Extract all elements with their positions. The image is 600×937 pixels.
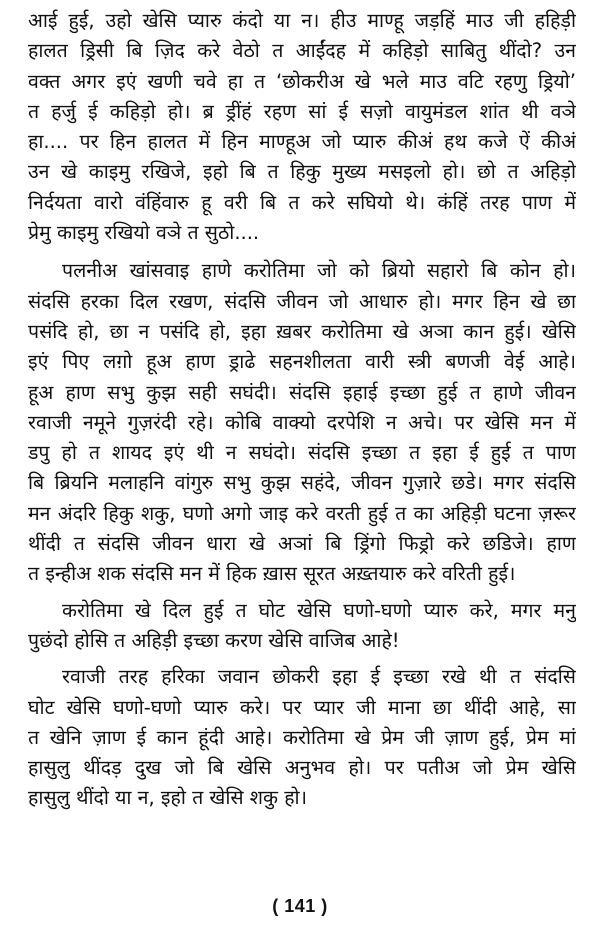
text-line: इएं पिए लग़ो हूअ हाण ड्राढे सहनशीलता वारी स्त्री बणजी वेई आहे। [28,350,576,374]
text-line: हूअ हाण सभु कुझ सही सघंदी। संदसि इहाई इच्छा हुई त हाणे जीवन [28,380,576,404]
text-line: निर्दयता वारो वंहिंवारु हू वरी बि त करे सघियो थे। कंहिं तरह पाण में [28,190,576,214]
paragraph-4 [28,662,576,813]
text-line: पलनीअ खांसवाइ हाणे करोतिमा जो को ब्रियो सहारो बि कोन हो। [62,259,576,283]
text-line: डपु हो त शायद इएं थी न सघंदो। संदसि इच्छा त इहा ई हुई त पाण [28,441,576,465]
text-line: संदसि हरका दिल रखण, संदसि जीवन जो आधारु हो। मगर हिन खे छा [28,289,576,313]
text-line: रवाजी तरह हरिका जवान छोकरी इहा ई इच्छा रखे थी त संदसि [62,665,576,689]
text-line: बि ब्रियनि मलाहनि वांगुरु सभु कुझ सहंदे, जीवन गुज़ारे छडे। मगर संदसि [28,471,576,495]
text-line: हालत ड्रिसी बि ज़िद करे वेठो त आईंदह में कहिड़ो साबितु थींदो? उन [28,39,576,63]
text-line: हासुलु थींदो या न, इहो त खेसि शकु हो। [28,786,308,810]
text-line: थींदी त संदसि जीवन धारा खे अञां बि ड्रिंगो फिड्रो करे छडिजे। हाण [28,532,576,556]
text-line: त खेनि ज़ाण ई कान हूंदी आहे। करोतिमा खे प्रेम जी ज़ाण हुई, प्रेम मां [28,725,576,749]
page-number: ( 141 ) [272,896,328,916]
text-line: त हर्जु ई कहिड़ो हो। ब्र ड्रींहं रहण सां ई सज़ो वायुमंडल शांत थी वञे [28,99,576,123]
document-page [28,6,576,814]
text-line: आई हुई, उहो खेसि प्यारु कंदो या न। हीउ माण्हू जड़हिं माउ जी हहिड़ी [28,9,576,32]
paragraph-2 [28,256,576,589]
text-line: पुछंदो होसि त अहिड़ी इच्छा करण खेसि वाजिब आहे! [28,628,400,652]
text-line: हा.... पर हिन हालत में हिन माण्हूअ जो प्यारु कीअं हथ कजे ऐं कीअं [28,130,576,154]
text-line: प्रेमु काइमु रखियो वञे त सुठो.... [28,221,260,245]
text-line: घोट खेसि घणो-घणो प्यारु करे। पर प्यार जी माना छा थींदी आहे, सा [28,695,576,719]
paragraph-1 [28,6,576,248]
text-line: वक्त अगर इएं खणी चवे हा त ‘छोकरीअ खे भले माउ वटि रहणु ड्रियो’ [28,69,576,93]
text-line: करोतिमा खे दिल हुई त घोट खेसि घणो-घणो प्यारु करे, मगर मनु [62,598,576,622]
text-line: उन खे काइमु रखिजे, इहो बि त हिकु मुख्य मसइलो हो। छो त अहिड़ो [28,160,576,184]
paragraph-gap [28,248,576,256]
text-line: त इन्हीअ शक संदसि मन में हिक ख़ास सूरत अख़्तयारु करे वरिती हुई। [28,562,516,586]
text-line: रवाजी नमूने गुज़रंदी रहे। कोबि वाक्यो दरपेशि न अचे। पर खेसि मन में [28,410,576,434]
paragraph-3 [28,596,576,657]
text-line: पसंदि हो, छा न पसंदि हो, इहा ख़बर करोतिमा खे अञा कान हुई। खेसि [28,319,576,343]
text-line: मन अंदरि हिकु शकु, घणो अगो जाइ करे वरती हुई त का अहिड़ी घटना ज़रूर [28,501,576,525]
text-line: हासुलु थींदड़ दुख जो बि खेसि अनुभव हो। पर पतीअ जो प्रेम खेसि [28,756,576,780]
